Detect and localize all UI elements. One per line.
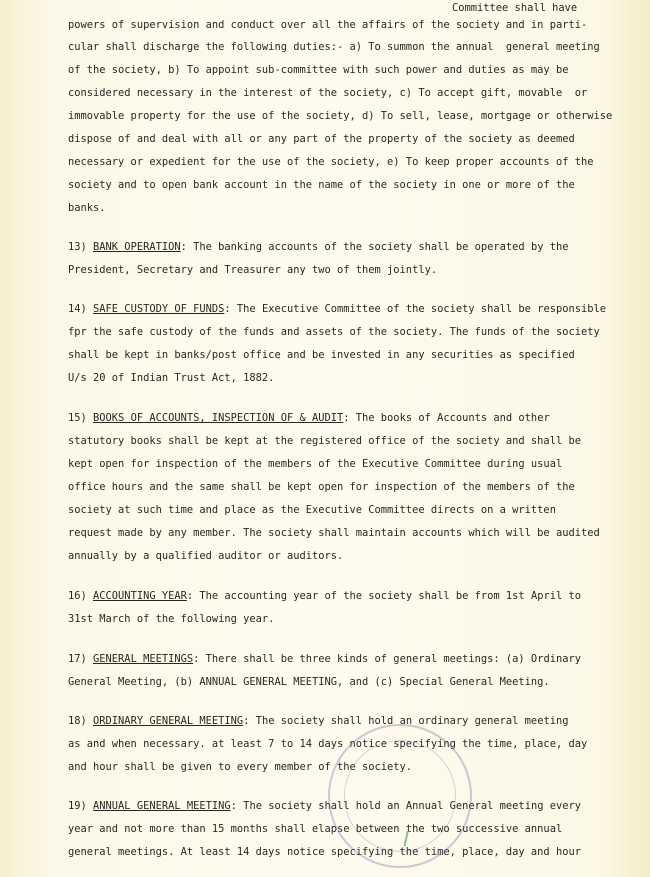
text-segment: 15) xyxy=(68,412,94,424)
text-segment: statutory books shall be kept at the registered office of the society and shall be xyxy=(68,435,581,447)
section-heading: ORDINARY GENERAL MEETING xyxy=(93,715,244,727)
text-segment: 19) xyxy=(68,800,94,812)
text-segment: : The Executive Committee of the society shall be responsible xyxy=(224,303,607,315)
text-segment: fpr the safe custody of the funds and assets of the society. The funds of the society xyxy=(68,326,600,338)
text-line xyxy=(68,18,587,32)
text-segment: : There shall be three kinds of general meetings: (a) Ordinary xyxy=(193,653,581,665)
text-line xyxy=(68,325,600,339)
text-segment: necessary or expedient for the use of the society, e) To keep proper accounts of the xyxy=(68,156,594,168)
section-heading: GENERAL MEETINGS xyxy=(93,653,194,665)
text-line xyxy=(68,589,581,603)
text-segment: 31st March of the following year. xyxy=(68,613,275,625)
text-segment: annually by a qualified auditor or auditors. xyxy=(68,550,344,562)
text-segment: powers of supervision and conduct over all the affairs of the society and in parti- xyxy=(68,19,588,31)
text-segment: and hour shall be given to every member of the society. xyxy=(68,761,413,773)
text-segment: : The accounting year of the society shall be from 1st April to xyxy=(186,590,581,602)
text-line xyxy=(68,371,274,385)
text-line xyxy=(68,503,556,517)
section-heading: ACCOUNTING YEAR xyxy=(93,590,187,602)
text-line xyxy=(68,845,581,859)
section-heading: ANNUAL GENERAL MEETING xyxy=(93,800,231,812)
text-segment: society at such time and place as the Executive Committee directs on a written xyxy=(68,504,556,516)
text-line xyxy=(68,178,575,192)
top-fragment: Committee shall have xyxy=(452,2,578,14)
society-seal-stamp xyxy=(328,724,472,868)
text-line xyxy=(68,263,437,277)
text-segment: President, Secretary and Treasurer any two of them jointly. xyxy=(68,264,438,276)
text-segment: 14) xyxy=(68,303,94,315)
text-segment: 16) xyxy=(68,590,94,602)
text-segment: U/s 20 of Indian Trust Act, 1882. xyxy=(68,372,275,384)
section-heading: SAFE CUSTODY OF FUNDS xyxy=(93,303,225,315)
text-segment: shall be kept in banks/post office and be invested in any securities as specified xyxy=(68,349,575,361)
text-segment: 17) xyxy=(68,653,94,665)
section-heading: BANK OPERATION xyxy=(93,241,181,253)
text-segment: : The books of Accounts and other xyxy=(343,412,550,424)
text-line xyxy=(68,799,581,813)
text-line xyxy=(68,549,343,563)
text-segment: immovable property for the use of the society, d) To sell, lease, mortgage or otherwise xyxy=(68,110,613,122)
text-line xyxy=(68,86,587,100)
text-segment: society and to open bank account in the name of the society in one or more of the xyxy=(68,179,575,191)
text-line xyxy=(68,132,575,146)
text-line xyxy=(68,714,568,728)
text-line xyxy=(68,822,562,836)
text-line xyxy=(68,612,274,626)
section-heading: BOOKS OF ACCOUNTS, INSPECTION OF & AUDIT xyxy=(93,412,344,424)
text-line xyxy=(68,480,575,494)
text-line xyxy=(68,737,587,751)
text-segment: 13) xyxy=(68,241,94,253)
text-line xyxy=(68,155,593,169)
text-segment: request made by any member. The society shall maintain accounts which will be audited xyxy=(68,527,600,539)
green-ink-mark xyxy=(404,831,423,850)
text-segment: : The society shall hold an ordinary general meeting xyxy=(243,715,569,727)
text-line xyxy=(68,201,106,215)
text-segment: office hours and the same shall be kept open for inspection of the members of the xyxy=(68,481,575,493)
text-segment: considered necessary in the interest of the society, c) To accept gift, movable or xyxy=(68,87,588,99)
text-segment: 18) xyxy=(68,715,94,727)
text-line xyxy=(68,652,581,666)
text-line xyxy=(68,675,550,689)
text-line xyxy=(68,109,612,123)
text-segment: cular shall discharge the following duties:- a) To summon the annual general meeting xyxy=(68,41,600,53)
text-line xyxy=(68,457,562,471)
text-segment: : The society shall hold an Annual General meeting every xyxy=(230,800,581,812)
text-line xyxy=(68,40,600,54)
text-segment: dispose of and deal with all or any part of the property of the society as deemed xyxy=(68,133,575,145)
text-line xyxy=(68,526,600,540)
text-line xyxy=(68,411,550,425)
text-segment: of the society, b) To appoint sub-committee with such power and duties as may be xyxy=(68,64,569,76)
text-line xyxy=(68,434,581,448)
text-segment: banks. xyxy=(68,202,106,214)
text-segment: year and not more than 15 months shall elapse between the two successive annual xyxy=(68,823,563,835)
text-line xyxy=(68,348,575,362)
text-segment: general meetings. At least 14 days notice specifying the time, place, day and hour xyxy=(68,846,581,858)
text-line xyxy=(68,63,568,77)
text-segment: as and when necessary. at least 7 to 14 days notice specifying the time, place, day xyxy=(68,738,588,750)
text-segment: General Meeting, (b) ANNUAL GENERAL MEETING, and (c) Special General Meeting. xyxy=(68,676,550,688)
text-line xyxy=(68,302,606,316)
text-line xyxy=(68,240,568,254)
text-segment: : The banking accounts of the society shall be operated by the xyxy=(180,241,569,253)
text-segment: kept open for inspection of the members of the Executive Committee during usual xyxy=(68,458,563,470)
